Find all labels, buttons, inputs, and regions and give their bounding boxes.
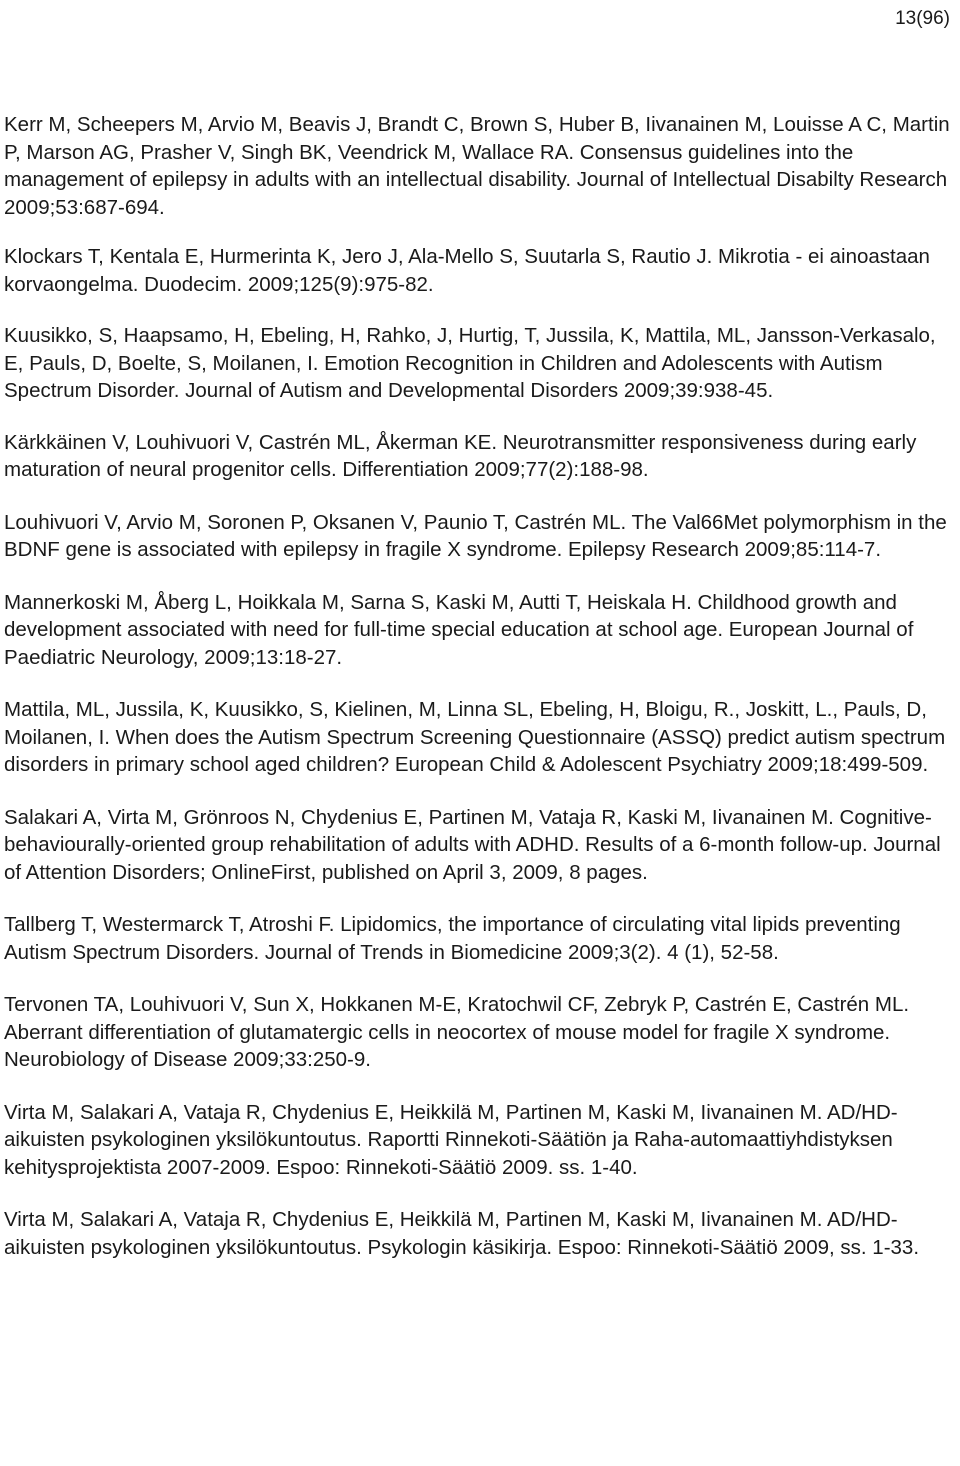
reference-entry: Salakari A, Virta M, Grönroos N, Chydenius E, Partinen M, Vataja R, Kaski M, Iivanainen M. Cognitive-behaviourally-oriented group rehabilitation of adults with ADHD. Results of a 6-month follow-up. Journal of Attention Disorders; OnlineFirst, published on April 3, 2009, 8 pages. [4,805,941,884]
reference-entry: Tallberg T, Westermarck T, Atroshi F. Lipidomics, the importance of circulating vital lipids preventing Autism Spectrum Disorders. Journal of Trends in Biomedicine 2009;3(2). 4 (1), 52-58. [4,913,901,964]
reference-entry: Tervonen TA, Louhivuori V, Sun X, Hokkanen M-E, Kratochwil CF, Zebryk P, Castrén E, Castrén ML. Aberrant differentiation of glutamatergic cells in neocortex of mouse model for fragile X syndrome. Neurobiology of Disease 2009;33:250-9. [4,993,910,1071]
page-number: 13(96) [895,8,950,29]
reference-entry: Louhivuori V, Arvio M, Soronen P, Oksanen V, Paunio T, Castrén ML. The Val66Met polymorphism in the BDNF gene is associated with epilepsy in fragile X syndrome. Epilepsy Research 2009;85:114-7. [4,510,947,561]
reference-entry: Kerr M, Scheepers M, Arvio M, Beavis J, Brandt C, Brown S, Huber B, Iivanainen M, Louisse A C, Martin P, Marson AG, Prasher V, Singh BK, Veendrick M, Wallace RA. Consensus guidelines into the management of epilepsy in adults with an intellectual disability. Journal of Intellectual Disabilty Research 2009;53:687-694. [4,113,950,219]
reference-entry: Virta M, Salakari A, Vataja R, Chydenius E, Heikkilä M, Partinen M, Kaski M, Iivanainen M. AD/HD-aikuisten psykologinen yksilökuntoutus. Raportti Rinnekoti-Säätiön ja Raha-automaattiyhdistyksen kehitysprojektista 2007-2009. Espoo: Rinnekoti-Säätiö 2009. ss. 1-40. [4,1100,898,1179]
reference-entry: Virta M, Salakari A, Vataja R, Chydenius E, Heikkilä M, Partinen M, Kaski M, Iivanainen M. AD/HD-aikuisten psykologinen yksilökuntoutus. Psykologin käsikirja. Espoo: Rinnekoti-Säätiö 2009, ss. 1-33. [4,1208,920,1259]
reference-entry: Mannerkoski M, Åberg L, Hoikkala M, Sarna S, Kaski M, Autti T, Heiskala H. Childhood growth and development associated with need for full-time special education at school age. European Journal of Paediatric Neurology, 2009;13:18-27. [4,590,914,669]
reference-entry: Kärkkäinen V, Louhivuori V, Castrén ML, Åkerman KE. Neurotransmitter responsiveness during early maturation of neural progenitor cells. Differentiation 2009;77(2):188-98. [4,430,917,481]
reference-list [4,111,959,1286]
reference-entry: Mattila, ML, Jussila, K, Kuusikko, S, Kielinen, M, Linna SL, Ebeling, H, Bloigu, R., Joskitt, L., Pauls, D, Moilanen, I. When does the Autism Spectrum Screening Questionnaire (ASSQ) predict autism spectrum disorders in primary school aged children? European Child & Adolescent Psychiatry 2009;18:499-509. [4,698,946,776]
reference-entry: Klockars T, Kentala E, Hurmerinta K, Jero J, Ala-Mello S, Suutarla S, Rautio J. Mikrotia - ei ainoastaan korvaongelma. Duodecim. 2009;125(9):975-82. [4,245,930,296]
reference-entry: Kuusikko, S, Haapsamo, H, Ebeling, H, Rahko, J, Hurtig, T, Jussila, K, Mattila, ML, Jansson-Verkasalo, E, Pauls, D, Boelte, S, Moilanen, I. Emotion Recognition in Children and Adolescents with Autism Spectrum Disorder. Journal of Autism and Developmental Disorders 2009;39:938-45. [4,324,936,402]
